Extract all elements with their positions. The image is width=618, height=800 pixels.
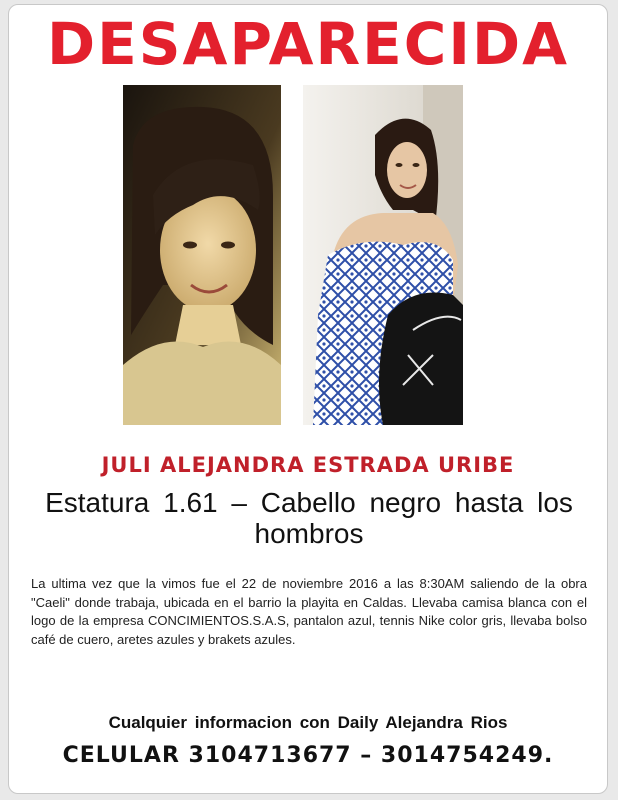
last-seen-details: La ultima vez que la vimos fue el 22 de noviembre 2016 a las 8:30AM saliendo de la obra "Caeli" donde trabaja, ubicada en el barrio la playita en Caldas. Llevaba camisa blanca con el logo de la empresa CONCIMIENTOS.S.A.S, pantalon azul, tennis Nike color gris, llevaba bolso café de cuero, aretes azules y brakets azules. [31, 576, 587, 647]
physical-description: Estatura 1.61 – Cabello negro hasta los hombros [45, 487, 573, 549]
missing-person-poster [8, 4, 608, 794]
phone-numbers: CELULAR 3104713677 – 3014754249. [62, 743, 554, 768]
full-body-photo [303, 85, 463, 425]
person-name: JULI ALEJANDRA ESTRADA URIBE [101, 453, 515, 477]
portrait-photo [123, 85, 281, 425]
contact-info: Cualquier informacion con Daily Alejandra Rios [108, 713, 508, 732]
poster-headline: DESAPARECIDA [47, 10, 569, 78]
